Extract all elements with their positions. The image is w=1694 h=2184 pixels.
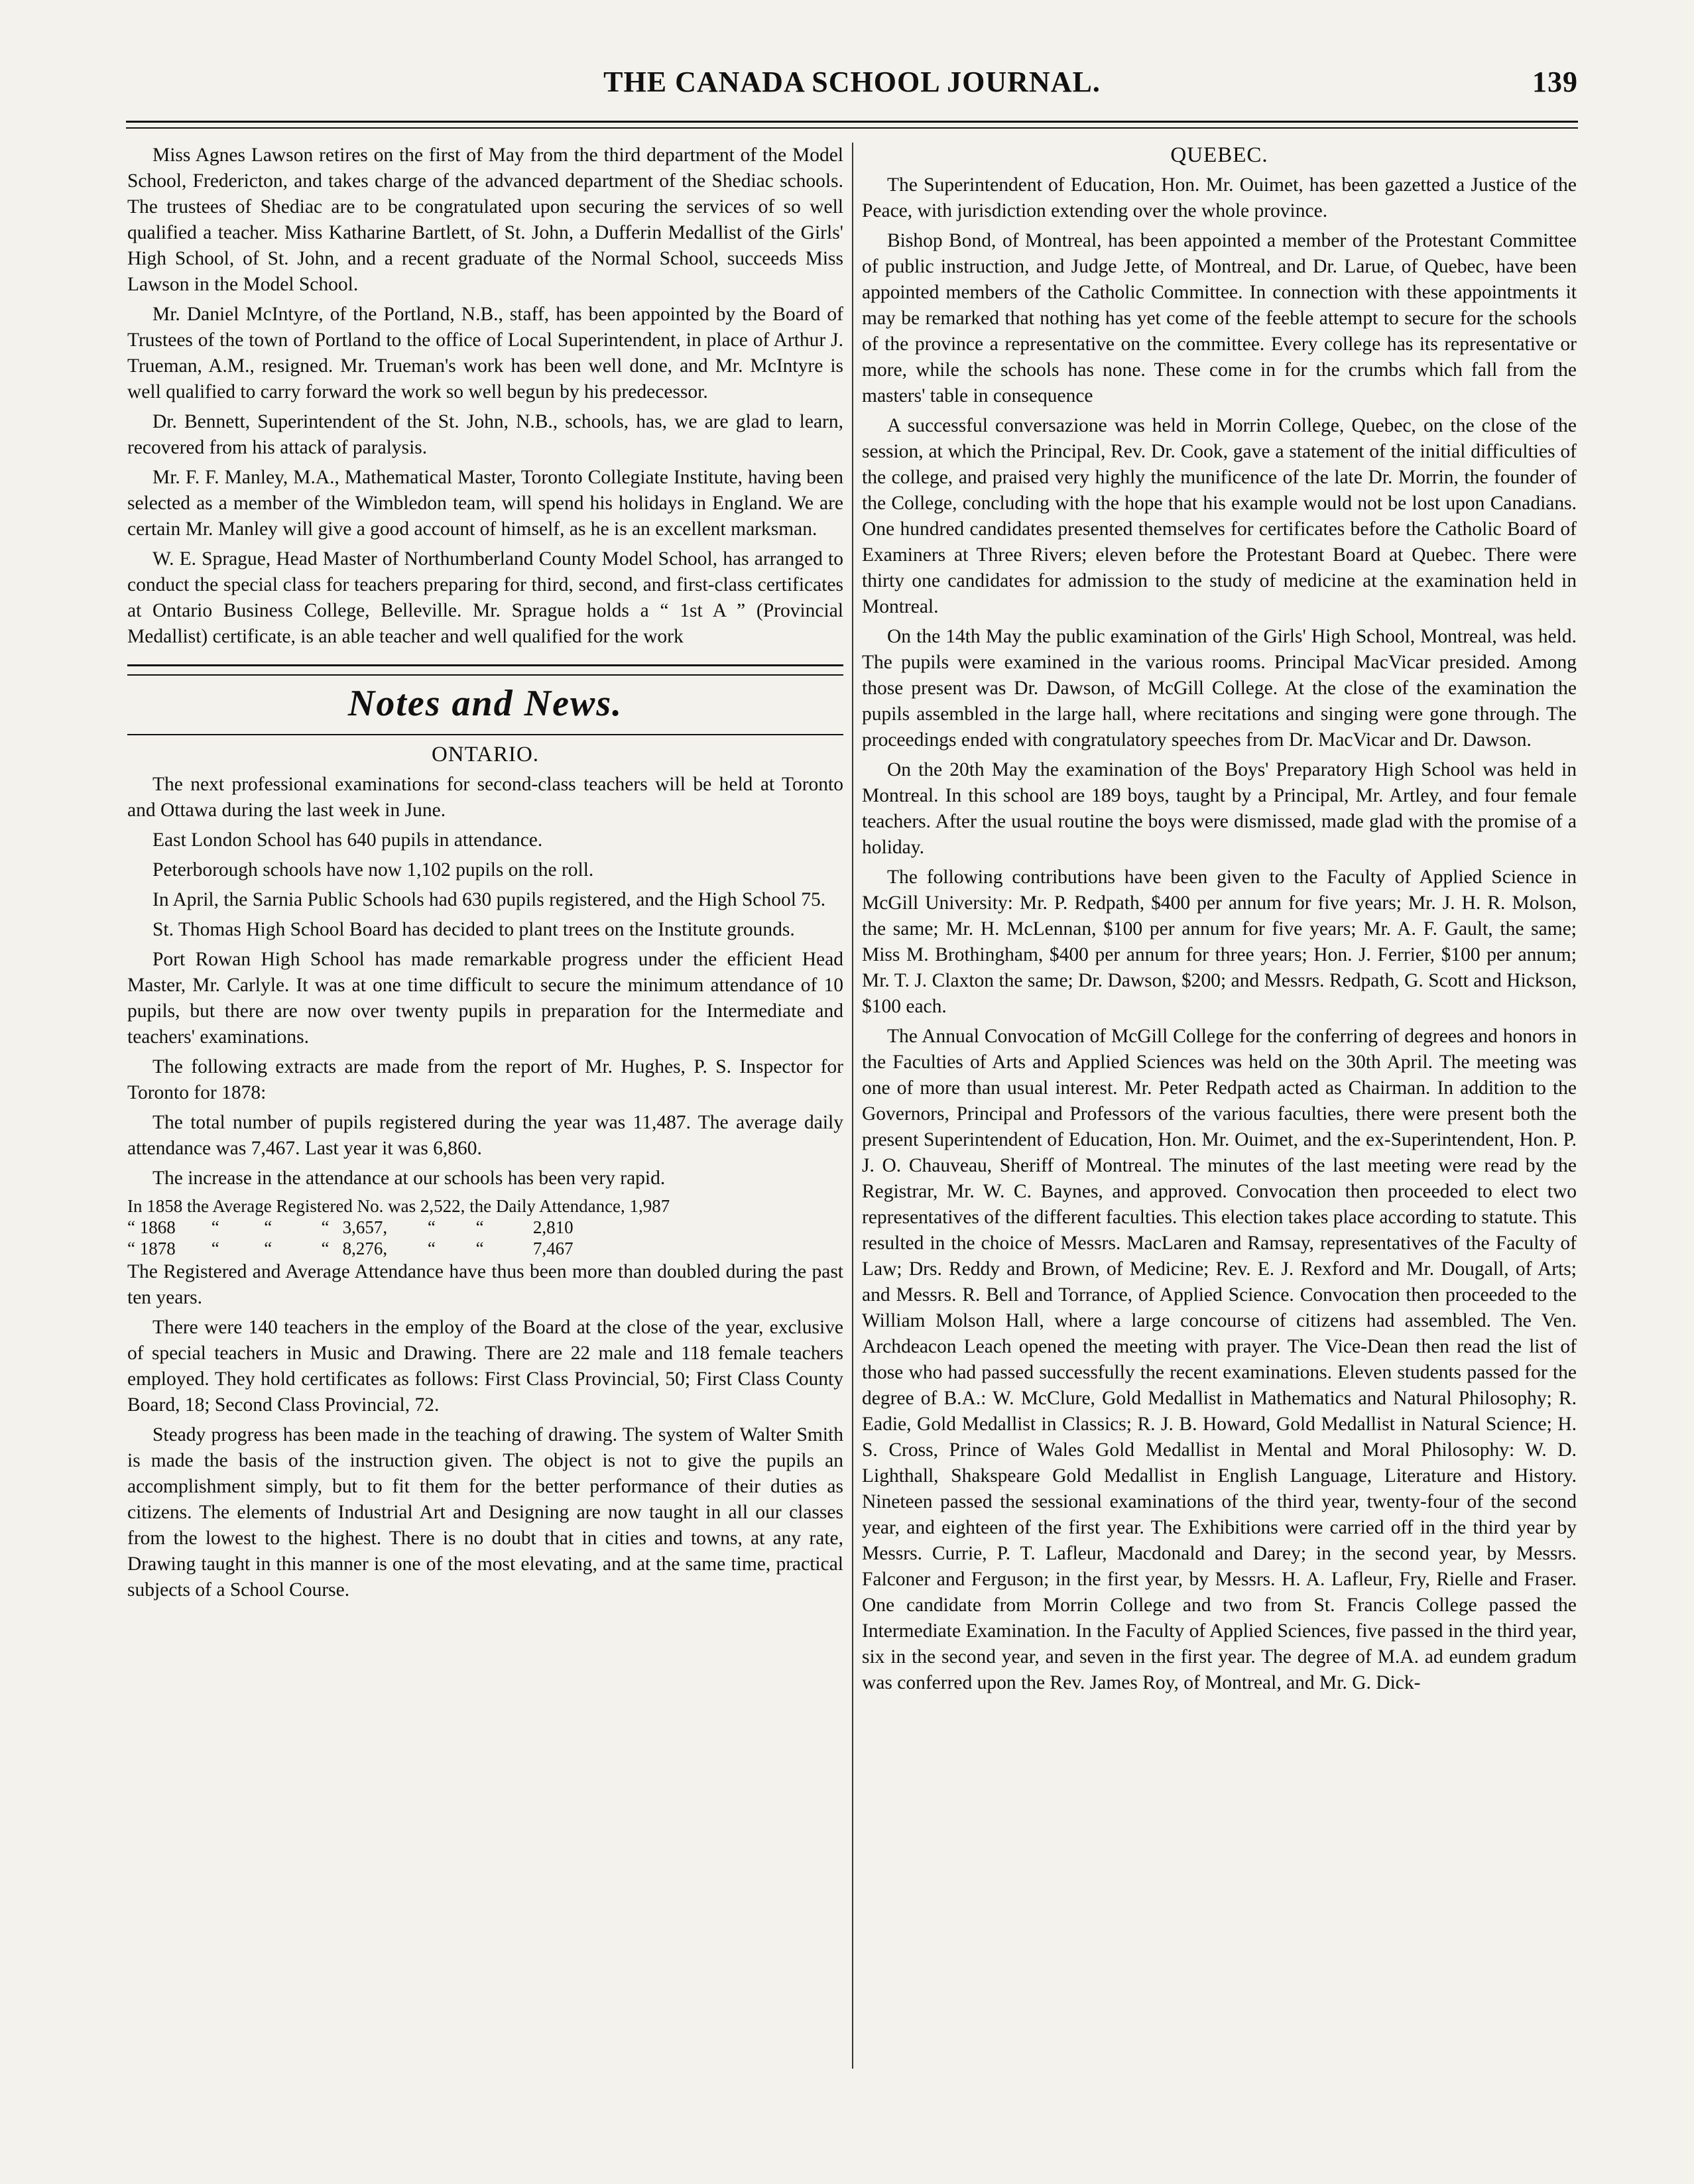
paragraph: The increase in the attendance at our schools has been very rapid. xyxy=(152,1168,666,1189)
ontario-heading: ONTARIO. xyxy=(431,743,540,766)
paragraph: The following contributions have been given to the Faculty of Applied Science in McGill University: Mr. P. Redpath, $400 per annum for five years; Mr. J. H. R. Molson, the same; Mr. H. McLennan, $100 per annum for five years; Mr. A. F. Gault, the same; Miss M. Brothingham, $400 per annum for three years; Hon. J. Ferrier, $100 per annum; Mr. T. J. Claxton the same; Dr. Dawson, $200; and Messrs. Redpath, G. Scott and Hickson, $100 each. xyxy=(862,867,1577,1017)
paragraph: The next professional examinations for second-class teachers will be held at Toronto and Ottawa during the last week in June. xyxy=(127,774,843,821)
right-column xyxy=(862,143,1577,1700)
paragraph: The following extracts are made from the report of Mr. Hughes, P. S. Inspector for Toronto for 1878: xyxy=(127,1056,843,1103)
paragraph: East London School has 640 pupils in attendance. xyxy=(152,829,543,851)
paragraph: Peterborough schools have now 1,102 pupils on the roll. xyxy=(152,859,594,880)
paragraph: Steady progress has been made in the teaching of drawing. The system of Walter Smith is made the basis of the instruction given. The object is not to give the pupils an accomplishment simply, but to fit them for the better performance of their duties as citizens. The elements of Industrial Art and Designing are now taught in all our classes from the lowest to the highest. There is no doubt that in cities and towns, at any rate, Drawing taught in this manner is one of the most elevating, and at the same time, practical subjects of a School Course. xyxy=(127,1424,843,1601)
paragraph: A successful conversazione was held in Morrin College, Quebec, on the close of the session, at which the Principal, Rev. Dr. Cook, gave a statement of the initial difficulties of the college, and praised very highly the munificence of the late Dr. Morrin, the founder of the College, concluding with the hope that his example would not be lost upon Canadians. One hundred candidates presented themselves for certificates before the Catholic Board of Examiners at Three Rivers; eleven before the Protestant Board at Quebec. There were thirty one candidates for admission to the study of medicine at the examination held in Montreal. xyxy=(862,415,1577,617)
attendance-row: “ 1868 “ “ “ 3,657, “ “ 2,810 xyxy=(127,1217,574,1237)
paragraph: In April, the Sarnia Public Schools had 630 pupils registered, and the High School 75. xyxy=(152,889,826,910)
paragraph: Bishop Bond, of Montreal, has been appointed a member of the Protestant Committee of public instruction, and Judge Jette, of Montreal, and Dr. Larue, of Quebec, have been appointed members of the Catholic Committee. In connection with these appointments it may be remarked that nothing has yet come of the feeble attempt to secure for the schools of the province a representative on the committee. Every college has its representative or more, while the schools has none. These come in for the crumbs which fall from the masters' table in consequence xyxy=(862,230,1577,406)
paragraph: The Registered and Average Attendance have thus been more than doubled during the past ten years. xyxy=(127,1261,843,1308)
paragraph: St. Thomas High School Board has decided to plant trees on the Institute grounds. xyxy=(152,919,795,940)
paragraph: Port Rowan High School has made remarkable progress under the efficient Head Master, Mr. Carlyle. It was at one time difficult to secure the minimum attendance of 10 pupils, but there are now over twenty pupils in preparation for the Intermediate and teachers' examinations. xyxy=(127,949,843,1048)
paragraph: Mr. Daniel McIntyre, of the Portland, N.B., staff, has been appointed by the Board of Trustees of the town of Portland to the office of Local Superintendent, in place of Arthur J. Trueman, A.M., resigned. Mr. Trueman's work has been well done, and Mr. McIntyre is well qualified to carry forward the work so well begun by his predecessor. xyxy=(127,304,843,402)
attendance-row: “ 1878 “ “ “ 8,276, “ “ 7,467 xyxy=(127,1239,574,1258)
running-head xyxy=(126,65,1578,111)
column-divider xyxy=(852,143,853,2069)
paragraph: Dr. Bennett, Superintendent of the St. John, N.B., schools, has, we are glad to learn, recovered from his attack of paralysis. xyxy=(127,411,843,458)
paragraph: The total number of pupils registered during the year was 11,487. The average daily attendance was 7,467. Last year it was 6,860. xyxy=(127,1112,843,1159)
paragraph: Mr. F. F. Manley, M.A., Mathematical Master, Toronto Collegiate Institute, having been selected as a member of the Wimbledon team, will spend his holidays in England. We are certain Mr. Manley will give a good account of himself, as he is an excellent marksman. xyxy=(127,467,843,540)
page-number: 139 xyxy=(1532,66,1578,98)
paragraph: The Superintendent of Education, Hon. Mr. Ouimet, has been gazetted a Justice of the Peace, with jurisdiction extending over the whole province. xyxy=(862,174,1577,221)
attendance-row: In 1858 the Average Registered No. was 2,522, the Daily Attendance, 1,987 xyxy=(127,1196,670,1216)
paragraph: W. E. Sprague, Head Master of Northumberland County Model School, has arranged to conduct the special class for teachers preparing for third, second, and first-class certificates at Ontario Business College, Belleville. Mr. Sprague holds a “ 1st A ” (Provincial Medallist) certificate, is an able teacher and well qualified for the work xyxy=(127,548,843,647)
section-rule xyxy=(127,730,843,735)
section-rule xyxy=(127,664,843,676)
paragraph: On the 14th May the public examination of the Girls' High School, Montreal, was held. The pupils were examined in the various rooms. Principal MacVicar presided. Among those present was Dr. Dawson, of McGill College. At the close of the examination the pupils assembled in the large hall, where recitations and singing were gone through. The proceedings ended with congratulatory speeches from Dr. MacVicar and Dr. Dawson. xyxy=(862,626,1577,751)
paragraph: On the 20th May the examination of the Boys' Preparatory High School was held in Montreal. In this school are 189 boys, taught by a Principal, Mr. Artley, and four female teachers. After the usual routine the boys were dismissed, made glad with the promise of a holiday. xyxy=(862,759,1577,858)
paragraph: The Annual Convocation of McGill College for the conferring of degrees and honors in the Faculties of Arts and Applied Sciences was held on the 30th April. The meeting was one of more than usual interest. Mr. Peter Redpath acted as Chairman. In addition to the Governors, Principal and Professors of the various faculties, there were present both the present Superintendent of Education, Hon. Mr. Ouimet, and the ex-Superintendent, Hon. P. J. O. Chauveau, Sheriff of Montreal. The minutes of the last meeting were read by the Registrar, Mr. W. C. Baynes, and approved. Convocation then proceeded to elect two representatives of the different faculties. This election takes place according to statute. This resulted in the choice of Messrs. MacLaren and Ramsay, representatives of the Faculty of Law; Drs. Reddy and Brown, of Medicine; Rev. E. J. Rexford and Mr. Dougall, of Arts; and Messrs. R. Bell and Torrance, of Applied Science. Convocation then proceeded to the William Molson Hall, where a large concourse of citizens had assembled. The Ven. Archdeacon Leach opened the meeting with prayer. The Vice-Dean then read the list of those who had passed successfully the recent examinations. Eleven students passed for the degree of B.A.: W. McClure, Gold Medallist in Mathematics and Natural Philosophy; R. Eadie, Gold Medallist in Classics; R. J. B. Howard, Gold Medallist in Natural Science; H. S. Cross, Prince of Wales Gold Medallist in Mental and Moral Philosophy: W. D. Lighthall, Shakspeare Gold Medallist in English Language, Literature and History. Nineteen passed the sessional examinations of the third year, twenty-four of the second year, and eighteen of the first year. The Exhibitions were carried off in the third year by Messrs. Currie, P. T. Lafleur, Macdonald and Darey; in the second year, by Messrs. Falconer and Ferguson; in the first year, by Messrs. H. A. Lafleur, Fry, Rielle and Fraser. One candidate from Morrin College and two from St. Francis College passed the Intermediate Examination. In the Faculty of Applied Sciences, five passed in the third year, six in the second year, and seven in the first year. The degree of M.A. ad eundem gradum was conferred upon the Rev. James Roy, of Montreal, and Mr. G. Dick- xyxy=(862,1026,1577,1693)
attendance-table xyxy=(127,1195,843,1259)
paragraph: There were 140 teachers in the employ of the Board at the close of the year, exclusive of special teachers in Music and Drawing. There are 22 male and 118 female teachers employed. They hold certificates as follows: First Class Provincial, 50; First Class County Board, 18; Second Class Provincial, 72. xyxy=(127,1317,843,1416)
header-rule xyxy=(126,121,1578,129)
journal-title: THE CANADA SCHOOL JOURNAL. xyxy=(603,66,1101,98)
paragraph: Miss Agnes Lawson retires on the first of May from the third department of the Model School, Fredericton, and takes charge of the advanced department of the Shediac schools. The trustees of Shediac are to be congratulated upon securing the services of so well qualified a teacher. Miss Katharine Bartlett, of St. John, a Dufferin Medallist of the Girls' High School, of St. John, and a recent graduate of the Normal School, succeeds Miss Lawson in the Model School. xyxy=(127,145,843,295)
quebec-heading: QUEBEC. xyxy=(1170,143,1268,167)
left-column xyxy=(127,143,843,1607)
section-title: Notes and News. xyxy=(347,683,623,724)
